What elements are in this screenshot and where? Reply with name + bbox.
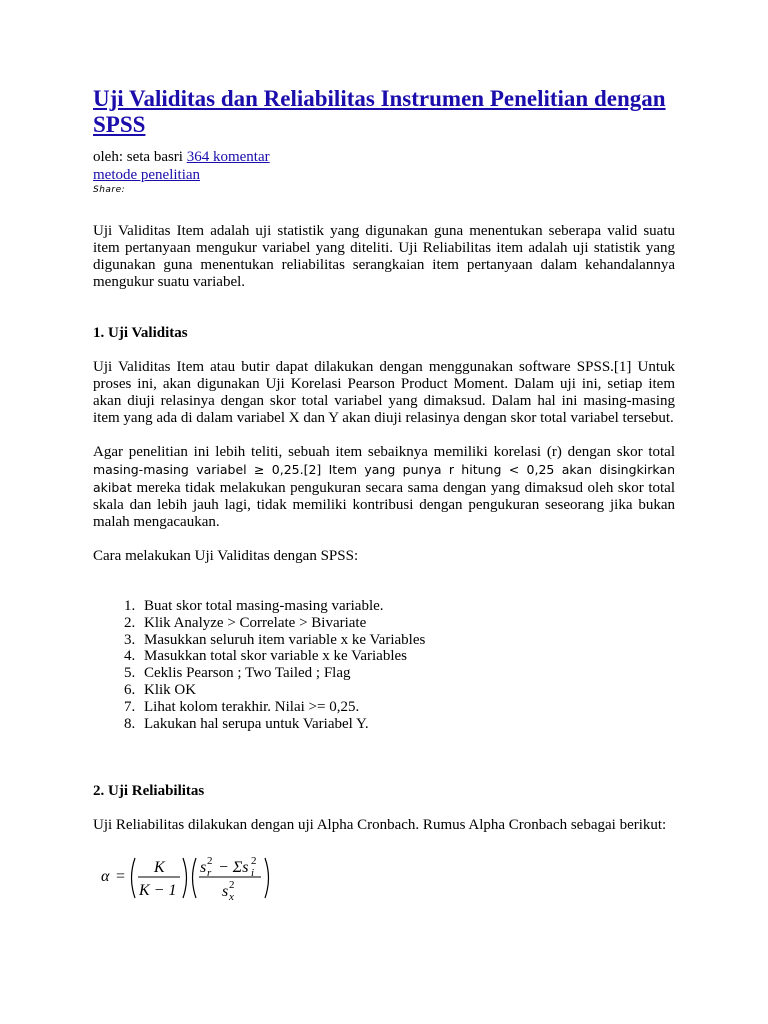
comments-link[interactable]: 364 komentar (186, 149, 270, 165)
list-item: 8. Lakukan hal serupa untuk Variabel Y. (139, 716, 675, 733)
paragraph-2-formula-text: masing-masing variabel ≥ 0,25.[2] Item yang punya r hitung < 0,25 akan disingkirkan akibat (93, 462, 675, 495)
list-item: 7. Lihat kolom terakhir. Nilai >= 0,25. (139, 699, 675, 716)
formula-equals: = (116, 868, 126, 886)
left-paren-1 (132, 858, 136, 898)
steps-list (93, 598, 675, 732)
list-item: 2. Klik Analyze > Correlate > Bivariate (139, 615, 675, 632)
right-paren-1 (183, 858, 187, 898)
validitas-paragraph-1: Uji Validitas Item atau butir dapat dilakukan dengan menggunakan software SPSS.[1] Untuk proses ini, akan digunakan Uji Korelasi Pearson Product Moment. Dalam uji ini, setiap item akan diuji relasinya dengan skor total variabel yang dimaksud. Dalam hal ini masing-masing item yang ada di dalam variabel X dan Y akan diuji relasinya dengan skor total variabel tersebut. (93, 359, 675, 426)
right-paren-2 (265, 858, 269, 898)
intro-paragraph: Uji Validitas Item adalah uji statistik yang digunakan guna menentukan seberapa valid suatu item pertanyaan mengukur variabel yang diteliti. Uji Reliabilitas item adalah uji statistik yang digunakan guna menentukan reliabilitas serangkaian item pertanyaan dalam kehandalannya mengukur suatu variabel. (93, 223, 675, 290)
alpha-cronbach-formula (101, 850, 675, 911)
steps-intro: Cara melakukan Uji Validitas dengan SPSS: (93, 548, 359, 564)
list-item: 6. Klik OK (139, 682, 675, 699)
list-item: 1. Buat skor total masing-masing variable. (139, 598, 675, 615)
article-title (93, 86, 675, 138)
formula-s: s (200, 859, 207, 877)
formula-r-sup: 2 (207, 855, 213, 868)
validitas-paragraph-2 (93, 444, 675, 531)
article-title-link[interactable]: Uji Validitas dan Reliabilitas Instrumen Penelitian dengan SPSS (93, 86, 666, 137)
formula-k-numerator: K (154, 859, 165, 877)
reliabilitas-paragraph: Uji Reliabilitas dilakukan dengan uji Alpha Cronbach. Rumus Alpha Cronbach sebagai berikut: (93, 817, 667, 834)
formula-r-sub: r (207, 867, 212, 880)
paragraph-2-start: Agar penelitian ini lebih teliti, sebuah item sebaiknya memiliki korelasi (r) dengan skor total (93, 444, 675, 460)
formula-alpha: α (101, 868, 110, 886)
formula-x-sub: x (229, 891, 234, 904)
paragraph-2-end: mereka tidak melakukan pengukuran secara sama dengan yang dimaksud oleh skor total skala dan lebih jauh lagi, tidak memiliki kontribusi dengan pengukuran seseorang jika bukan malah mengacaukan. (93, 480, 676, 530)
article (93, 86, 675, 911)
left-paren-2 (193, 858, 197, 898)
article-meta (93, 148, 675, 196)
category-link[interactable]: metode penelitian (93, 167, 201, 183)
author-text: oleh: seta basri (93, 149, 183, 165)
section-validitas-heading: 1. Uji Validitas (93, 325, 188, 341)
formula-sx: s (222, 883, 229, 901)
formula-i-sup: 2 (251, 855, 257, 868)
formula-minus-sum: − Σs (218, 859, 249, 877)
formula-i-sub: i (251, 867, 255, 880)
list-item: 5. Ceklis Pearson ; Two Tailed ; Flag (139, 665, 675, 682)
formula-k-denominator: K − 1 (139, 882, 177, 900)
list-item: 4. Masukkan total skor variable x ke Variables (139, 648, 675, 665)
list-item: 3. Masukkan seluruh item variable x ke Variables (139, 632, 675, 649)
share-label: Share: (93, 185, 126, 195)
formula-x-sup: 2 (229, 879, 235, 892)
section-reliabilitas-heading: 2. Uji Reliabilitas (93, 783, 205, 800)
